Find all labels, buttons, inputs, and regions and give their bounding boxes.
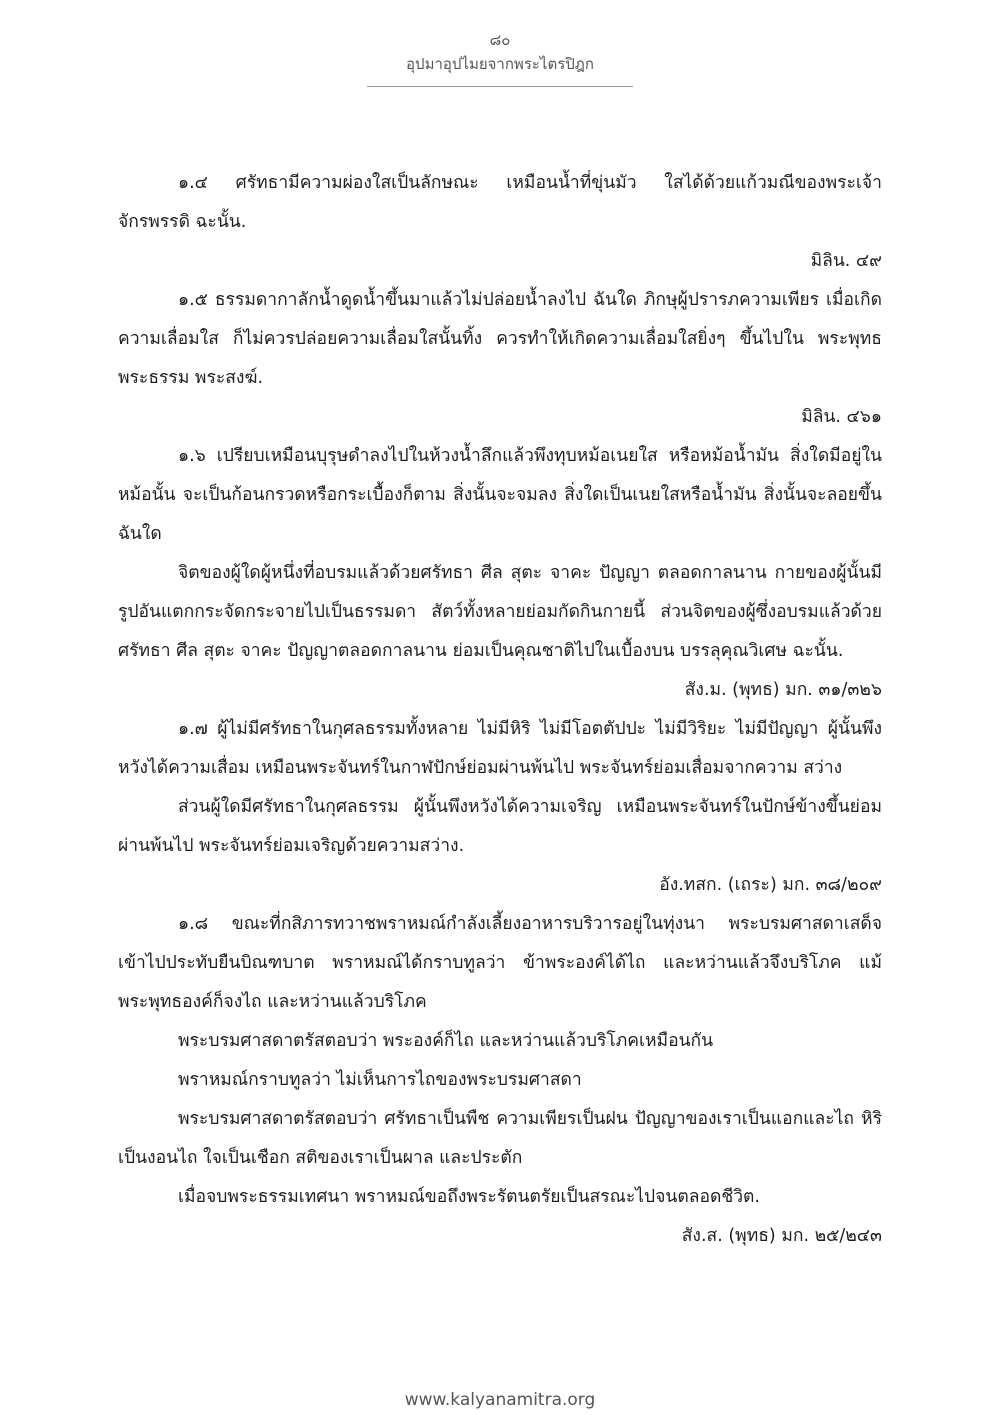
reference-1-5: มิลิน. ๔๖๑ [801, 407, 882, 427]
paragraph-1-8-brahmin: พราหมณ์กราบทูลว่า ไม่เห็นการไถของพระบรมศาสดา [178, 1070, 582, 1090]
paragraph-1-7: ๑.๗ ผู้ไม่มีศรัทธาในกุศลธรรมทั้งหลาย ไม่มีหิริ ไม่มีโอตตัปปะ ไม่มีวิริยะ ไม่มีปัญญา ผู้นั้นพึงหวังได้ความเสื่อม เหมือนพระจันทร์ในกาฬปักษ์ย่อมผ่านพ้นไป พระจันทร์ย่อมเสื่อมจากความ สว่าง [118, 719, 882, 778]
book-title: อุปมาอุปไมยจากพระไตรปิฎก [406, 55, 594, 73]
paragraph-1-7-continued: ส่วนผู้ใดมีศรัทธาในกุศลธรรม ผู้นั้นพึงหวังได้ความเจริญ เหมือนพระจันทร์ในปักษ์ข้างขึ้นย่อมผ่านพ้นไป พระจันทร์ย่อมเจริญด้วยความสว่าง. [118, 797, 882, 856]
paragraph-1-8: ๑.๘ ขณะที่กสิภารทวาชพราหมณ์กำลังเลี้ยงอาหารบริวารอยู่ในทุ่งนา พระบรมศาสดาเสด็จเข้าไปประทับยืนบิณฑบาต พราหมณ์ได้กราบทูลว่า ข้าพระองค์ได้ไถ และหว่านแล้วจึงบริโภค แม้พระพุทธองค์ก็จงไถ และหว่านแล้วบริโภค [118, 914, 882, 1012]
page-number: ๘๐ [489, 31, 511, 49]
reference-1-8: สัง.ส. (พุทธ) มก. ๒๕/๒๔๓ [681, 1226, 882, 1246]
header-divider [367, 86, 633, 87]
paragraph-1-8-reply: พระบรมศาสดาตรัสตอบว่า พระองค์ก็ไถ และหว่านแล้วบริโภคเหมือนกัน [178, 1031, 714, 1051]
page-body [118, 164, 882, 1256]
reference-1-4: มิลิน. ๔๙ [810, 251, 882, 271]
paragraph-1-8-conclusion: เมื่อจบพระธรรมเทศนา พราหมณ์ขอถึงพระรัตนตรัยเป็นสรณะไปจนตลอดชีวิต. [178, 1187, 760, 1207]
footer-website: www.kalyanamitra.org [404, 1390, 596, 1410]
paragraph-1-6-continued: จิตของผู้ใดผู้หนึ่งที่อบรมแล้วด้วยศรัทธา ศีล สุตะ จาคะ ปัญญา ตลอดกาลนาน กายของผู้นั้นมีรูปอันแตกกระจัดกระจายไปเป็นธรรมดา สัตว์ทั้งหลายย่อมกัดกินกายนี้ ส่วนจิตของผู้ซึ่งอบรมแล้วด้วยศรัทธา ศีล สุตะ จาคะ ปัญญาตลอดกาลนาน ย่อมเป็นคุณชาติไปในเบื้องบน บรรลุคุณวิเศษ ฉะนั้น. [118, 563, 882, 661]
reference-1-6: สัง.ม. (พุทธ) มก. ๓๑/๓๒๖ [684, 680, 882, 700]
reference-1-7: อัง.ทสก. (เถระ) มก. ๓๘/๒๐๙ [659, 875, 882, 895]
paragraph-1-4: ๑.๔ ศรัทธามีความผ่องใสเป็นลักษณะ เหมือนน้ำที่ขุ่นมัว ใสได้ด้วยแก้วมณีของพระเจ้าจักรพรรดิ ฉะนั้น. [118, 173, 882, 232]
paragraph-1-6: ๑.๖ เปรียบเหมือนบุรุษดำลงไปในห้วงน้ำลึกแล้วพึงทุบหม้อเนยใส หรือหม้อน้ำมัน สิ่งใดมีอยู่ในหม้อนั้น จะเป็นก้อนกรวดหรือกระเบื้องก็ตาม สิ่งนั้นจะจมลง สิ่งใดเป็นเนยใสหรือน้ำมัน สิ่งนั้นจะลอยขึ้น ฉันใด [118, 446, 882, 544]
page-header [0, 28, 1000, 87]
paragraph-1-8-teaching: พระบรมศาสดาตรัสตอบว่า ศรัทธาเป็นพืช ความเพียรเป็นฝน ปัญญาของเราเป็นแอกและไถ หิริเป็นงอนไถ ใจเป็นเชือก สติของเราเป็นผาล และประตัก [118, 1109, 882, 1168]
paragraph-1-5: ๑.๕ ธรรมดากาลักน้ำดูดน้ำขึ้นมาแล้วไม่ปล่อยน้ำลงไป ฉันใด ภิกษุผู้ปรารภความเพียร เมื่อเกิดความเลื่อมใส ก็ไม่ควรปล่อยความเลื่อมใสนั้นทิ้ง ควรทำให้เกิดความเลื่อมใสยิ่งๆ ขึ้นไปใน พระพุทธ พระธรรม พระสงฆ์. [118, 290, 882, 388]
